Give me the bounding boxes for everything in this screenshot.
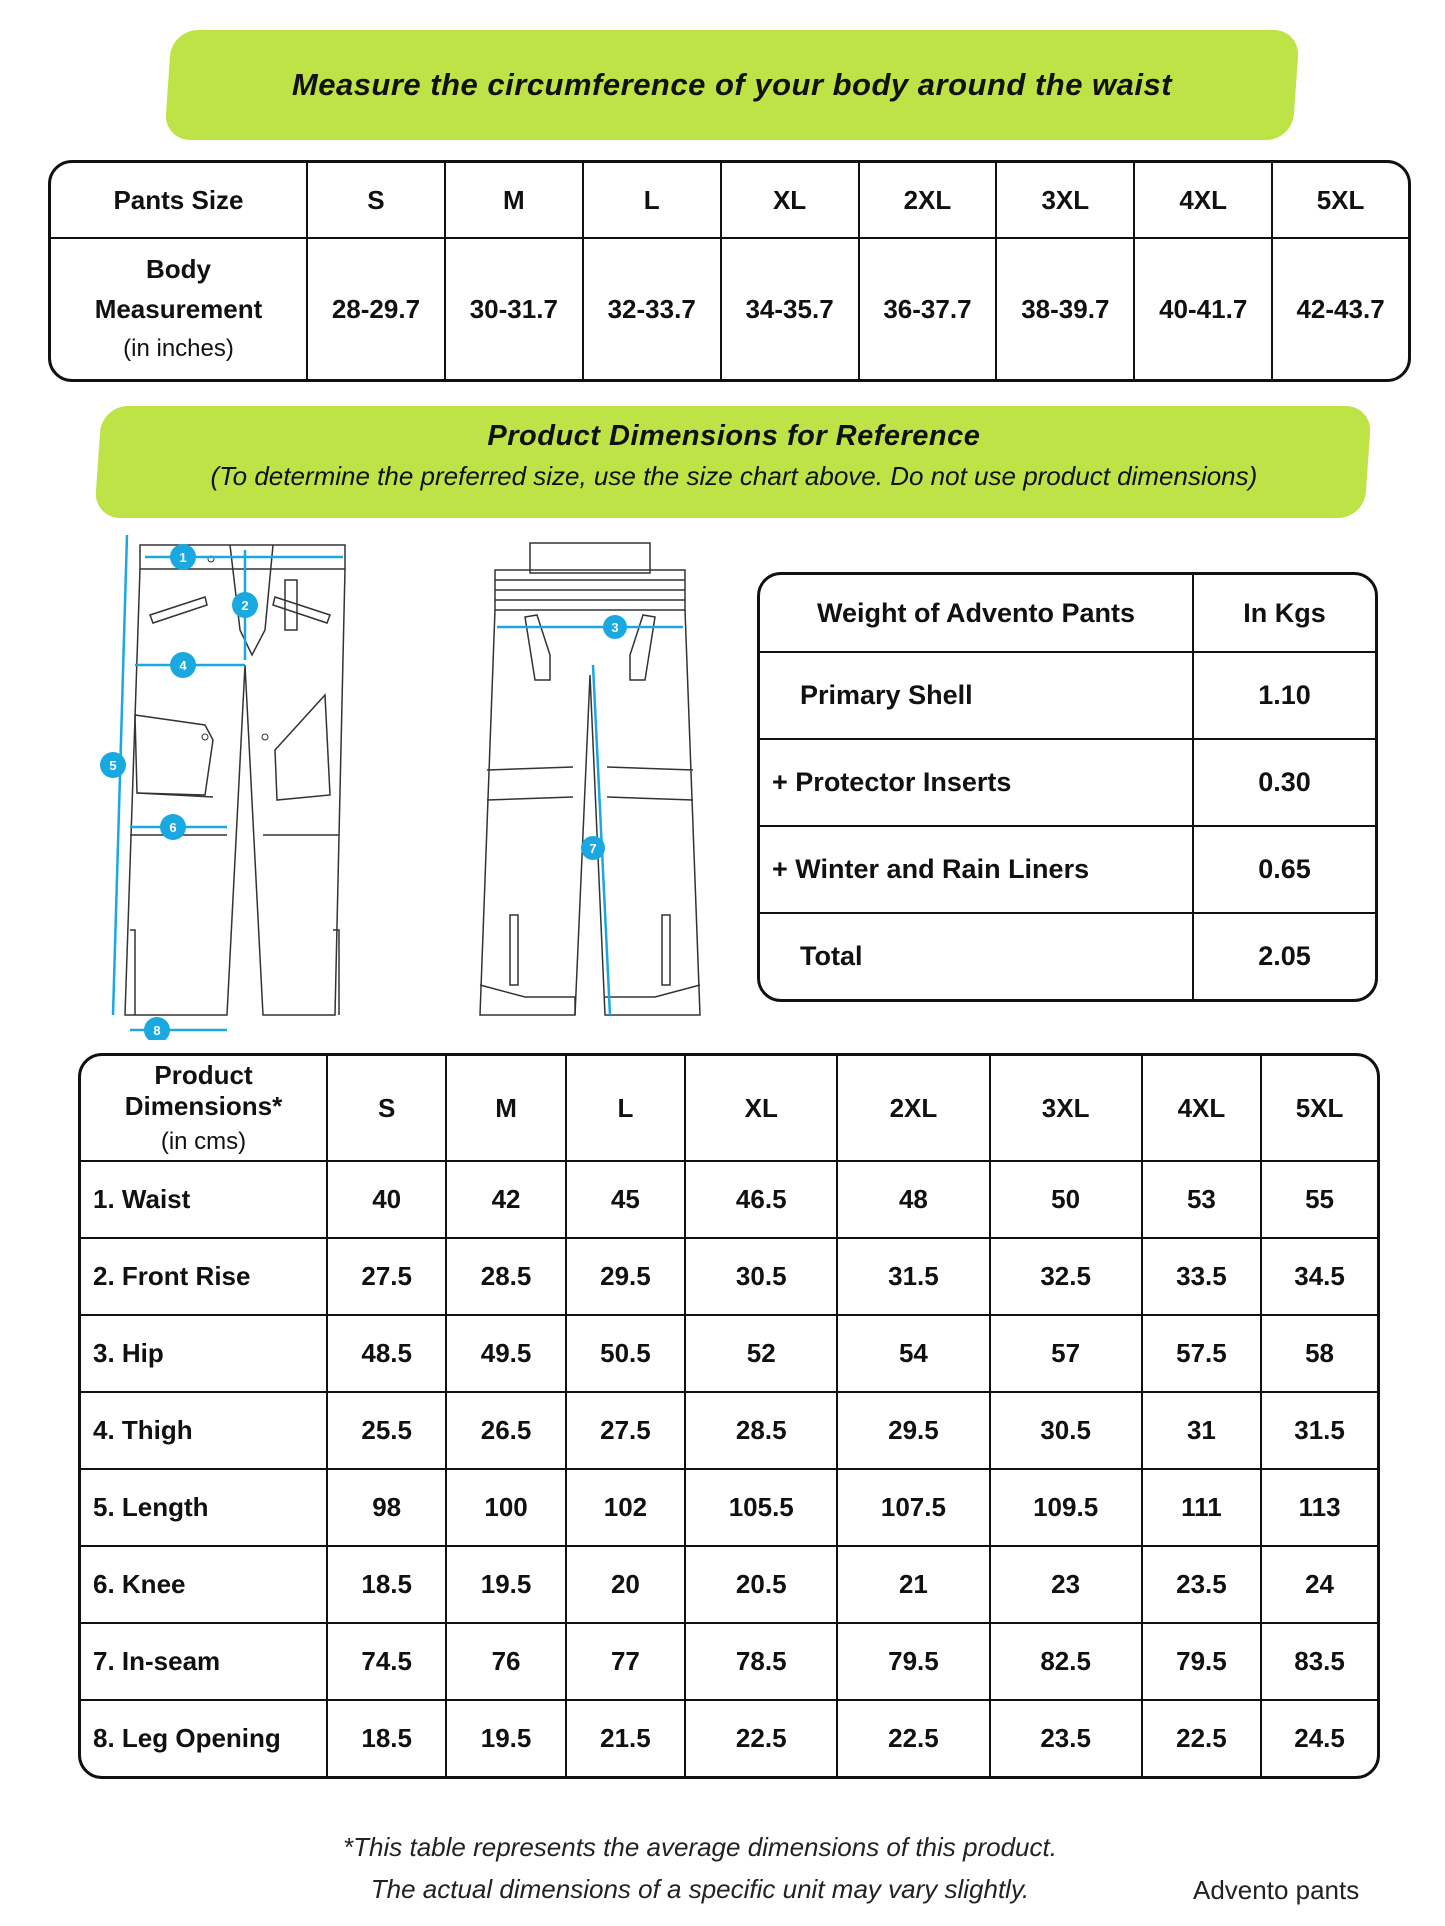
product-dimensions-banner — [94, 406, 1372, 518]
dims-cell: 58 — [1262, 1316, 1377, 1393]
weight-label-text: Protector Inserts — [795, 767, 1012, 797]
dims-cell: 30.5 — [991, 1393, 1143, 1470]
dims-cell: 29.5 — [567, 1239, 686, 1316]
weight-value: 1.10 — [1194, 653, 1375, 740]
dims-cell: 46.5 — [686, 1162, 838, 1239]
dims-cell: 26.5 — [447, 1393, 566, 1470]
front-pants-diagram — [95, 535, 385, 1040]
dims-cell: 21 — [838, 1547, 990, 1624]
size-col-4xl: 4XL — [1135, 163, 1273, 239]
dims-col-m: M — [447, 1056, 566, 1162]
dims-cell: 50.5 — [567, 1316, 686, 1393]
weight-label-text: Winter and Rain Liners — [795, 854, 1090, 884]
weight-row — [760, 653, 1375, 740]
size-col-5xl: 5XL — [1273, 163, 1408, 239]
row-label-line2: Measurement — [94, 294, 263, 324]
dims-cell: 33.5 — [1143, 1239, 1262, 1316]
dims-cell: 40 — [328, 1162, 447, 1239]
dims-col-2xl: 2XL — [838, 1056, 990, 1162]
dims-cell: 32.5 — [991, 1239, 1143, 1316]
dims-col-3xl: 3XL — [991, 1056, 1143, 1162]
dims-cell: 111 — [1143, 1470, 1262, 1547]
dims-row — [81, 1162, 1377, 1239]
product-dimensions-subtitle: (To determine the preferred size, use the size chart above. Do not use product dimensions) — [210, 461, 1258, 491]
plus-icon: + — [772, 854, 788, 884]
measurement-cell: 30-31.7 — [446, 239, 584, 379]
svg-text:7: 7 — [589, 841, 597, 856]
dims-header-unit: (in cms) — [160, 1128, 247, 1155]
dims-row — [81, 1239, 1377, 1316]
dims-cell: 45 — [567, 1162, 686, 1239]
dims-cell: 23 — [991, 1547, 1143, 1624]
dims-row — [81, 1470, 1377, 1547]
measurement-cell: 28-29.7 — [308, 239, 446, 379]
svg-text:8: 8 — [153, 1023, 161, 1038]
dims-cell: 29.5 — [838, 1393, 990, 1470]
footnote-line1: *This table represents the average dimensions of this product. — [343, 1832, 1057, 1862]
size-col-l: L — [584, 163, 722, 239]
dims-cell: 98 — [328, 1470, 447, 1547]
svg-text:5: 5 — [109, 758, 117, 773]
pants-size-label: Pants Size — [51, 163, 308, 239]
dims-cell: 109.5 — [991, 1470, 1143, 1547]
measurement-cell: 36-37.7 — [860, 239, 998, 379]
dims-cell: 55 — [1262, 1162, 1377, 1239]
dims-cell: 52 — [686, 1316, 838, 1393]
dims-cell: 22.5 — [838, 1701, 990, 1776]
weight-header-label: Weight of Advento Pants — [760, 575, 1194, 653]
dims-row — [81, 1316, 1377, 1393]
dims-cell: 31 — [1143, 1393, 1262, 1470]
svg-text:6: 6 — [169, 820, 177, 835]
dims-cell: 57 — [991, 1316, 1143, 1393]
dims-cell: 48.5 — [328, 1316, 447, 1393]
dims-cell: 82.5 — [991, 1624, 1143, 1701]
weight-label — [760, 827, 1194, 914]
dims-cell: 54 — [838, 1316, 990, 1393]
dims-cell: 79.5 — [838, 1624, 990, 1701]
dims-cell: 28.5 — [686, 1393, 838, 1470]
dims-cell: 34.5 — [1262, 1239, 1377, 1316]
dims-cell: 18.5 — [328, 1547, 447, 1624]
weight-label: Primary Shell — [760, 653, 1194, 740]
dims-row — [81, 1547, 1377, 1624]
dims-row-label: 3. Hip — [81, 1316, 328, 1393]
dims-row-label: 2. Front Rise — [81, 1239, 328, 1316]
dims-cell: 22.5 — [1143, 1701, 1262, 1776]
dims-cell: 23.5 — [991, 1701, 1143, 1776]
body-measurement-row — [51, 239, 1408, 379]
weight-table — [757, 572, 1378, 1002]
size-col-2xl: 2XL — [860, 163, 998, 239]
dims-cell: 78.5 — [686, 1624, 838, 1701]
dims-row-label: 8. Leg Opening — [81, 1701, 328, 1776]
dims-row — [81, 1624, 1377, 1701]
weight-row — [760, 740, 1375, 827]
dims-cell: 79.5 — [1143, 1624, 1262, 1701]
footnote-line2: The actual dimensions of a specific unit may vary slightly. — [370, 1874, 1030, 1904]
weight-total-row — [760, 914, 1375, 999]
dims-cell: 49.5 — [447, 1316, 566, 1393]
dims-cell: 30.5 — [686, 1239, 838, 1316]
dims-cell: 100 — [447, 1470, 566, 1547]
dims-cell: 74.5 — [328, 1624, 447, 1701]
size-header-row — [51, 163, 1408, 239]
measurement-cell: 38-39.7 — [997, 239, 1135, 379]
dims-row — [81, 1701, 1377, 1776]
dims-cell: 19.5 — [447, 1547, 566, 1624]
dims-cell: 107.5 — [838, 1470, 990, 1547]
dims-col-4xl: 4XL — [1143, 1056, 1262, 1162]
weight-header-row — [760, 575, 1375, 653]
dims-col-5xl: 5XL — [1262, 1056, 1377, 1162]
measurement-cell: 42-43.7 — [1296, 293, 1385, 324]
body-size-table — [48, 160, 1411, 382]
svg-text:4: 4 — [179, 658, 187, 673]
dims-cell: 20 — [567, 1547, 686, 1624]
dims-cell: 83.5 — [1262, 1624, 1377, 1701]
dims-cell: 27.5 — [328, 1239, 447, 1316]
dims-cell: 77 — [567, 1624, 686, 1701]
dims-cell: 31.5 — [838, 1239, 990, 1316]
weight-value: 0.65 — [1194, 827, 1375, 914]
waist-instruction-text: Measure the circumference of your body around the waist — [291, 67, 1173, 102]
dims-cell: 48 — [838, 1162, 990, 1239]
dims-row-label: 4. Thigh — [81, 1393, 328, 1470]
dims-cell: 20.5 — [686, 1547, 838, 1624]
dims-cell: 53 — [1143, 1162, 1262, 1239]
weight-value: 0.30 — [1194, 740, 1375, 827]
back-pants-diagram — [465, 535, 715, 1030]
dims-col-s: S — [328, 1056, 447, 1162]
svg-text:3: 3 — [611, 620, 619, 635]
dims-cell: 19.5 — [447, 1701, 566, 1776]
dims-header-row — [81, 1056, 1377, 1162]
dims-cell: 25.5 — [328, 1393, 447, 1470]
dims-cell: 18.5 — [328, 1701, 447, 1776]
dims-cell: 27.5 — [567, 1393, 686, 1470]
dims-row-label: 6. Knee — [81, 1547, 328, 1624]
size-col-xl: XL — [722, 163, 860, 239]
dims-col-l: L — [567, 1056, 686, 1162]
dims-header-label — [81, 1056, 328, 1162]
svg-text:2: 2 — [241, 598, 249, 613]
dims-col-xl: XL — [686, 1056, 838, 1162]
weight-value: 2.05 — [1258, 941, 1311, 971]
dims-row-label: 5. Length — [81, 1470, 328, 1547]
row-label-unit: (in inches) — [123, 335, 234, 362]
weight-row — [760, 827, 1375, 914]
size-col-s: S — [308, 163, 446, 239]
dims-cell: 113 — [1262, 1470, 1377, 1547]
weight-header-unit: In Kgs — [1194, 575, 1375, 653]
size-col-m: M — [446, 163, 584, 239]
dims-cell: 22.5 — [686, 1701, 838, 1776]
dims-row-label: 7. In-seam — [81, 1624, 328, 1701]
product-dimensions-table — [78, 1053, 1380, 1779]
waist-instruction-banner — [164, 30, 1300, 140]
dims-cell: 102 — [567, 1470, 686, 1547]
dims-cell: 24 — [1262, 1547, 1377, 1624]
dims-cell: 31.5 — [1262, 1393, 1377, 1470]
size-col-3xl: 3XL — [997, 163, 1135, 239]
dims-cell: 42 — [447, 1162, 566, 1239]
dims-cell: 21.5 — [567, 1701, 686, 1776]
plus-icon: + — [772, 767, 788, 797]
dims-row-label: 1. Waist — [81, 1162, 328, 1239]
dims-cell: 28.5 — [447, 1239, 566, 1316]
brand-caption: Advento pants — [1193, 1875, 1360, 1905]
dims-cell: 57.5 — [1143, 1316, 1262, 1393]
dims-cell: 23.5 — [1143, 1547, 1262, 1624]
dims-header-title: Product Dimensions* — [124, 1060, 283, 1121]
dims-cell: 105.5 — [686, 1470, 838, 1547]
row-label-line1: Body — [146, 254, 211, 284]
dims-cell: 76 — [447, 1624, 566, 1701]
dims-cell: 50 — [991, 1162, 1143, 1239]
dims-cell: 24.5 — [1294, 1723, 1345, 1753]
weight-label — [760, 740, 1194, 827]
weight-label: Total — [760, 914, 1194, 999]
dims-row — [81, 1393, 1377, 1470]
product-dimensions-title: Product Dimensions for Reference — [487, 420, 981, 452]
svg-text:1: 1 — [179, 550, 187, 565]
measurement-cell: 34-35.7 — [722, 239, 860, 379]
measurement-cell: 40-41.7 — [1135, 239, 1273, 379]
measurement-cell: 32-33.7 — [584, 239, 722, 379]
body-measurement-label — [51, 239, 308, 379]
